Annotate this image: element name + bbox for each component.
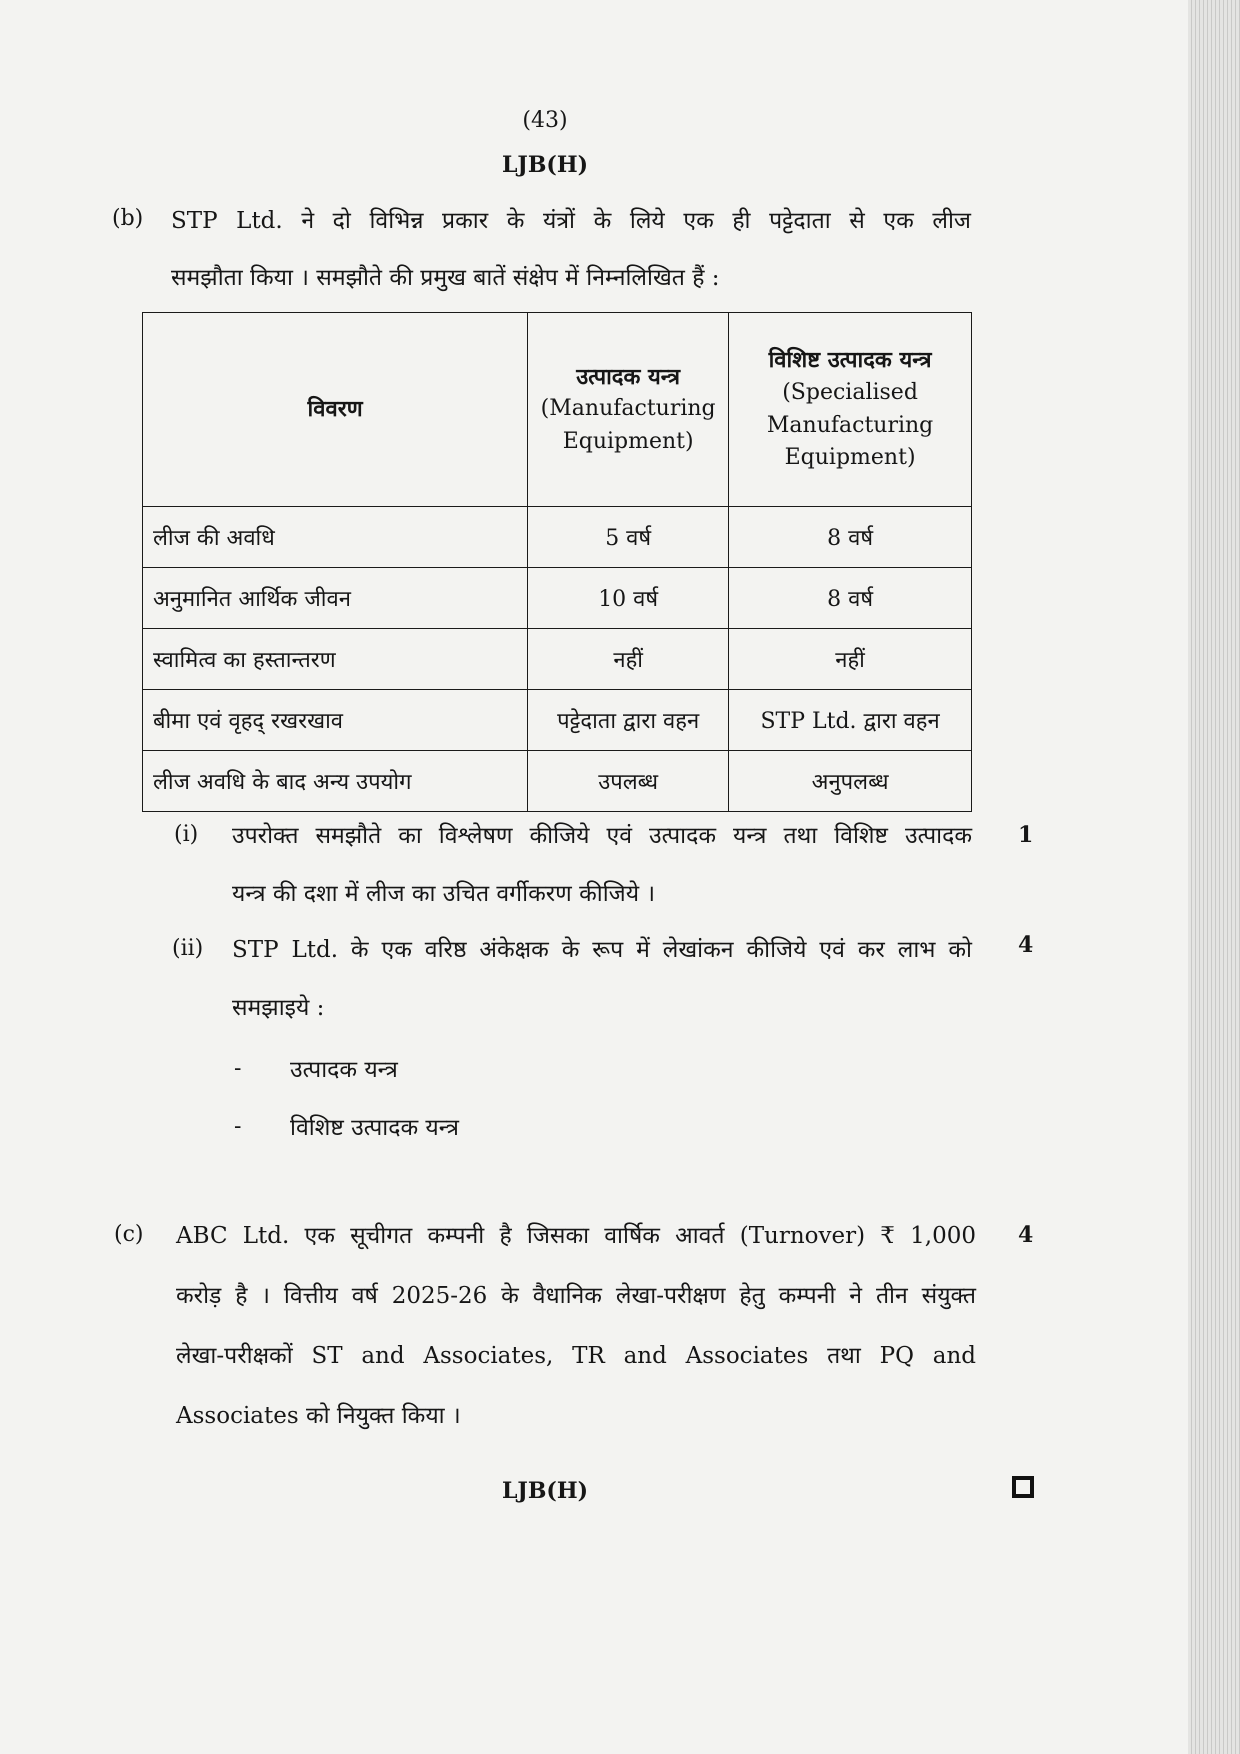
row-specialised-value: 8 वर्ष [729, 568, 972, 629]
question-c-line4: Associates को नियुक्त किया । [176, 1403, 461, 1429]
question-b-intro-line2: समझौता किया । समझौते की प्रमुख बातें संक्षेप में निम्नलिखित हैं : [171, 265, 720, 291]
table-header-row [143, 313, 972, 507]
question-c-line2: करोड़ है । वित्तीय वर्ष 2025-26 के वैधानिक लेखा-परीक्षण हेतु कम्पनी ने तीन संयुक्त [176, 1283, 976, 1309]
row-specialised-value: 8 वर्ष [729, 507, 972, 568]
question-c-marks: 4 [1018, 1222, 1034, 1248]
sub-i-line1: उपरोक्त समझौते का विश्लेषण कीजिये एवं उत्पादक यन्त्र तथा विशिष्ट उत्पादक [232, 823, 972, 849]
row-particular: स्वामित्व का हस्तान्तरण [143, 629, 528, 690]
page-edge [1188, 0, 1240, 1754]
sub-i-label: (i) [174, 822, 199, 847]
row-manufacturing-value: 5 वर्ष [528, 507, 729, 568]
table-row [143, 568, 972, 629]
header-specialised-english: (Specialised Manufacturing Equipment) [766, 379, 934, 471]
header-particulars: विवरण [143, 313, 528, 507]
end-square-icon [1012, 1476, 1034, 1498]
bullet-item: उत्पादक यन्त्र [290, 1057, 398, 1083]
table-row [143, 507, 972, 568]
row-particular: लीज अवधि के बाद अन्य उपयोग [143, 751, 528, 812]
table-row [143, 690, 972, 751]
header-specialised-hindi: विशिष्ट उत्पादक यन्त्र [768, 347, 932, 374]
question-c-label: (c) [114, 1222, 144, 1247]
sub-ii-line1: STP Ltd. के एक वरिष्ठ अंकेक्षक के रूप में लेखांकन कीजिये एवं कर लाभ को [232, 937, 972, 963]
sub-ii-label: (ii) [172, 936, 204, 961]
sub-ii-marks: 4 [1018, 932, 1034, 958]
header-manufacturing-english: (Manufacturing Equipment) [540, 396, 716, 454]
row-specialised-value: नहीं [729, 629, 972, 690]
sub-i-marks: 1 [1018, 822, 1034, 848]
question-c-line1: ABC Ltd. एक सूचीगत कम्पनी है जिसका वार्षिक आवर्त (Turnover) ₹ 1,000 [176, 1223, 976, 1249]
header-manufacturing-equipment [528, 313, 729, 507]
row-particular: अनुमानित आर्थिक जीवन [143, 568, 528, 629]
row-specialised-value: STP Ltd. द्वारा वहन [729, 690, 972, 751]
row-particular: बीमा एवं वृहद् रखरखाव [143, 690, 528, 751]
lease-table [142, 312, 972, 812]
bullet-item: विशिष्ट उत्पादक यन्त्र [290, 1115, 459, 1141]
header-manufacturing-hindi: उत्पादक यन्त्र [576, 363, 681, 390]
bullet-dash: - [234, 1056, 242, 1081]
footer-code: LJB(H) [501, 1478, 589, 1504]
question-b-label: (b) [112, 206, 144, 231]
bullet-dash: - [234, 1114, 242, 1139]
sub-i-line2: यन्त्र की दशा में लीज का उचित वर्गीकरण कीजिये । [232, 881, 656, 907]
row-manufacturing-value: उपलब्ध [528, 751, 729, 812]
row-specialised-value: अनुपलब्ध [729, 751, 972, 812]
table-row [143, 751, 972, 812]
question-b-intro-line1: STP Ltd. ने दो विभिन्न प्रकार के यंत्रों के लिये एक ही पट्टेदाता से एक लीज [171, 208, 971, 234]
row-particular: लीज की अवधि [143, 507, 528, 568]
question-c-line3: लेखा-परीक्षकों ST and Associates, TR and Associates तथा PQ and [176, 1343, 976, 1369]
sub-ii-line2: समझाइये : [232, 995, 325, 1021]
row-manufacturing-value: 10 वर्ष [528, 568, 729, 629]
row-manufacturing-value: नहीं [528, 629, 729, 690]
header-code: LJB(H) [501, 152, 589, 178]
row-manufacturing-value: पट्टेदाता द्वारा वहन [528, 690, 729, 751]
table-row [143, 629, 972, 690]
header-specialised-equipment [729, 313, 972, 507]
page-number: (43) [522, 108, 568, 133]
